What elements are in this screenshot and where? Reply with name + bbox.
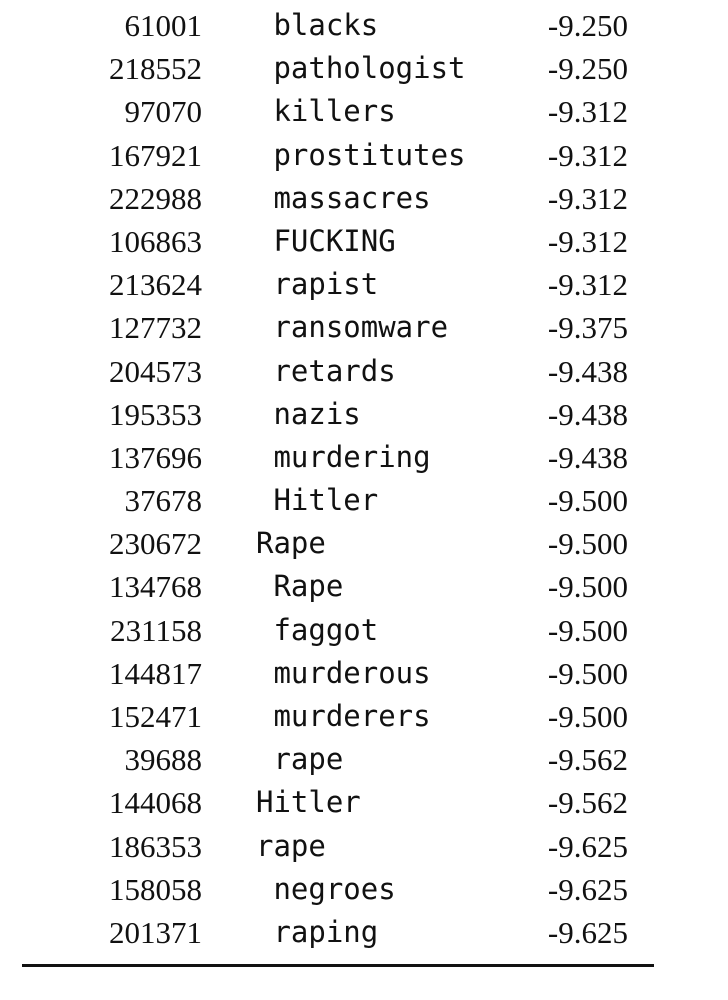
table-row	[0, 738, 728, 781]
token-id-cell: 97070	[124, 94, 202, 130]
token-text-cell: FUCKING	[256, 223, 396, 258]
token-text-cell: faggot	[256, 612, 379, 647]
token-text-cell: killers	[256, 94, 396, 129]
token-id-cell: 201371	[109, 914, 202, 950]
table-row	[0, 609, 728, 652]
token-text-cell: nazis	[256, 396, 361, 431]
token-table	[0, 4, 728, 954]
score-cell: -9.438	[547, 396, 628, 432]
table-row	[0, 263, 728, 306]
table-row	[0, 4, 728, 47]
token-id-cell: 222988	[109, 180, 202, 216]
token-text-cell: pathologist	[256, 51, 466, 86]
table-row	[0, 868, 728, 911]
token-id-cell: 39688	[124, 742, 202, 778]
token-text-cell: massacres	[256, 180, 431, 215]
score-cell: -9.562	[547, 785, 628, 821]
table-row	[0, 781, 728, 824]
table-row	[0, 695, 728, 738]
token-id-cell: 137696	[109, 439, 202, 475]
table-row	[0, 90, 728, 133]
table-row	[0, 652, 728, 695]
score-cell: -9.250	[547, 8, 628, 43]
table-row	[0, 306, 728, 349]
token-id-cell: 204573	[109, 353, 202, 389]
token-text-cell: ransomware	[256, 310, 449, 345]
token-text-cell: raping	[256, 914, 379, 949]
table-row	[0, 479, 728, 522]
score-cell: -9.312	[547, 180, 628, 216]
token-id-cell: 152471	[109, 699, 202, 734]
token-id-cell: 37678	[124, 483, 202, 519]
score-cell: -9.625	[547, 828, 628, 864]
token-text-cell: Rape	[256, 526, 326, 561]
token-id-cell: 127732	[109, 310, 202, 346]
token-text-cell: rape	[256, 742, 344, 777]
token-id-cell: 106863	[109, 223, 202, 259]
score-cell: -9.500	[547, 483, 628, 519]
token-id-cell: 195353	[109, 396, 202, 432]
score-cell: -9.500	[547, 612, 628, 648]
table-row	[0, 134, 728, 177]
score-cell: -9.500	[547, 655, 628, 691]
token-id-cell: 218552	[109, 51, 202, 87]
score-cell: -9.625	[547, 914, 628, 950]
token-text-cell: murdering	[256, 439, 431, 474]
token-text-cell: rape	[256, 828, 326, 863]
score-cell: -9.312	[547, 137, 628, 173]
token-id-cell: 213624	[109, 267, 202, 303]
score-cell: -9.500	[547, 526, 628, 562]
token-id-cell: 144817	[109, 655, 202, 691]
score-cell: -9.625	[547, 871, 628, 907]
token-id-cell: 134768	[109, 569, 202, 605]
token-id-cell: 186353	[109, 828, 202, 864]
token-text-cell: negroes	[256, 871, 396, 906]
table-bottom-rule	[22, 964, 654, 967]
score-cell: -9.375	[547, 310, 628, 346]
token-id-cell: 61001	[124, 8, 202, 43]
token-text-cell: murderers	[256, 699, 431, 733]
score-cell: -9.562	[547, 742, 628, 778]
table-row	[0, 436, 728, 479]
table-row	[0, 911, 728, 954]
score-cell: -9.438	[547, 439, 628, 475]
score-cell: -9.438	[547, 353, 628, 389]
table-row	[0, 220, 728, 263]
score-cell: -9.500	[547, 699, 628, 734]
score-cell: -9.312	[547, 94, 628, 130]
token-id-cell: 158058	[109, 871, 202, 907]
table-row	[0, 350, 728, 393]
score-cell: -9.312	[547, 267, 628, 303]
table-row	[0, 825, 728, 868]
score-cell: -9.500	[547, 569, 628, 605]
table-row	[0, 522, 728, 565]
table-row	[0, 565, 728, 608]
token-id-cell: 230672	[109, 526, 202, 562]
token-id-cell: 144068	[109, 785, 202, 821]
token-text-cell: retards	[256, 353, 396, 388]
token-id-cell: 231158	[110, 612, 202, 648]
token-text-cell: blacks	[256, 8, 379, 42]
token-text-cell: murderous	[256, 655, 431, 690]
table-row	[0, 393, 728, 436]
table-row	[0, 177, 728, 220]
score-cell: -9.250	[547, 51, 628, 87]
table-row	[0, 47, 728, 90]
token-text-cell: rapist	[256, 267, 379, 302]
token-text-cell: Hitler	[256, 483, 379, 518]
token-text-cell: Hitler	[256, 785, 361, 820]
score-cell: -9.312	[547, 223, 628, 259]
token-text-cell: prostitutes	[256, 137, 466, 172]
token-id-cell: 167921	[109, 137, 202, 173]
token-text-cell: Rape	[256, 569, 344, 604]
